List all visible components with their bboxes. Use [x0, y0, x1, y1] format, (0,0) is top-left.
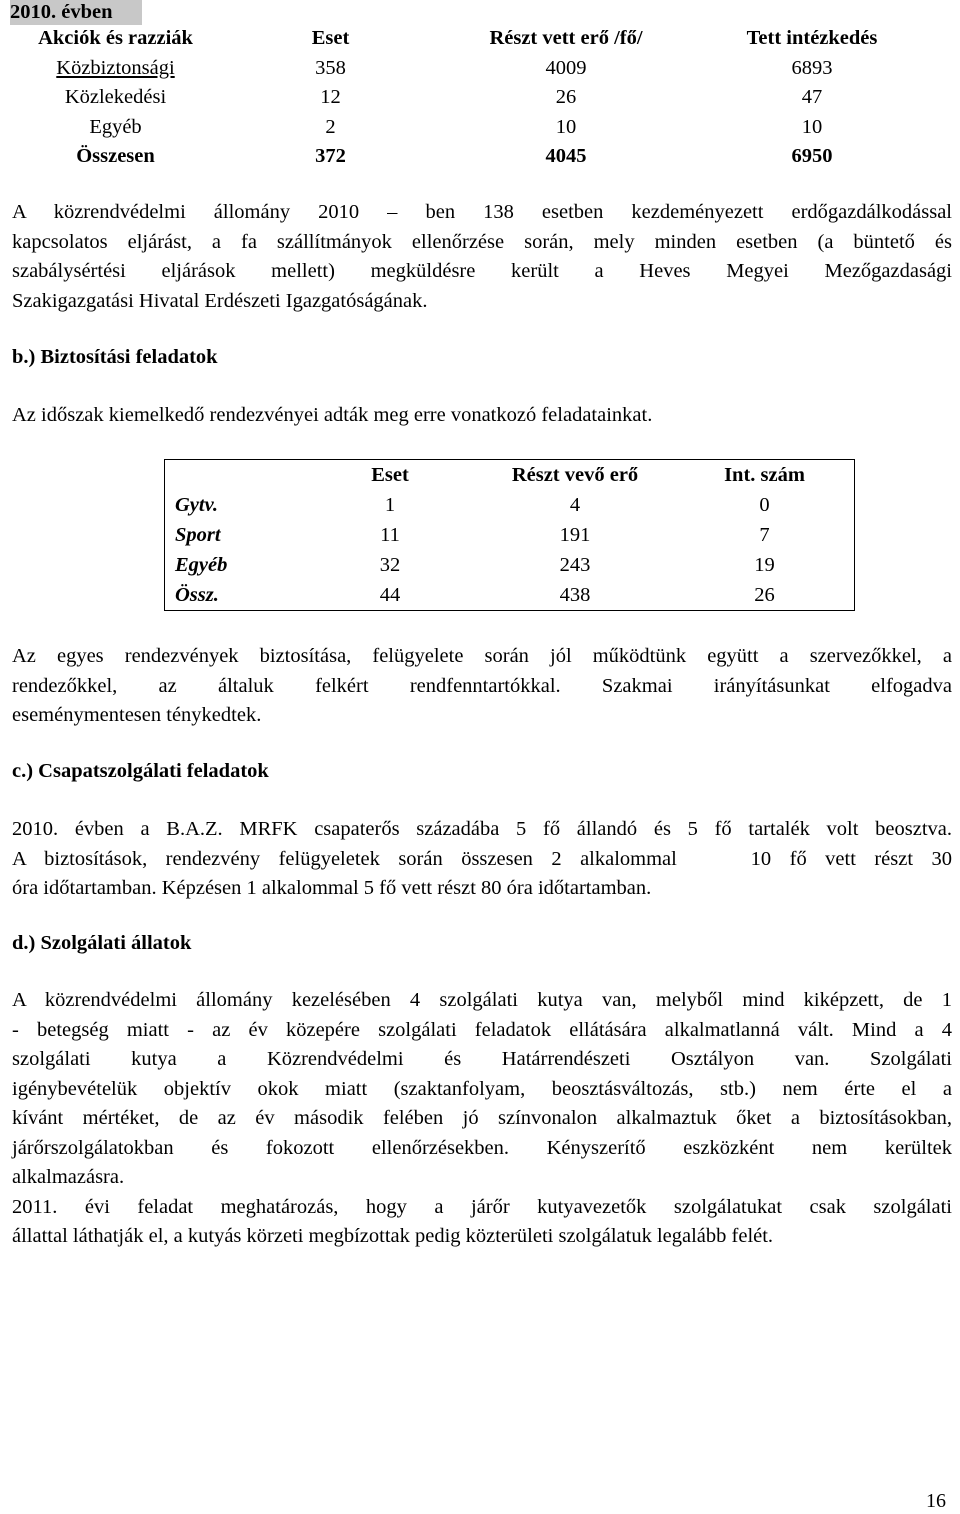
col-header: Eset — [311, 27, 350, 49]
text-line: A közrendvédelmi állomány kezelésében 4 szolgálati kutya van, melyből mind kiképzett, de 1 — [12, 989, 952, 1011]
table-total-row — [8, 142, 930, 172]
page-number: 16 — [926, 1490, 946, 1512]
table-row — [165, 490, 855, 520]
forestry-paragraph — [12, 198, 952, 316]
text-line: kapcsolatos eljárást, a fa szállítmányok ellenőrzése során, mely minden esetben (a büntető és — [12, 230, 952, 253]
cell: 2 — [325, 115, 336, 138]
cell: 26 — [754, 584, 775, 606]
security-table — [164, 459, 855, 611]
section-b-intro: Az időszak kiemelkedő rendezvényei adták meg erre vonatkozó feladatainkat. — [12, 404, 653, 426]
text-line: óra időtartamban. Képzésen 1 alkalommal 5 fő vett részt 80 óra időtartamban. — [12, 877, 652, 899]
text-line: járőrszolgálatokban és fokozott ellenőrzésekben. Kényszerítő eszközként nem kerültek — [12, 1136, 952, 1159]
cell: 4 — [569, 494, 581, 516]
row-label: Gytv. — [175, 494, 219, 516]
text-line: A közrendvédelmi állomány 2010 – ben 138 esetben kezdeményezett erdőgazdálkodással — [12, 201, 952, 223]
cell: 11 — [380, 524, 400, 546]
text-line: 2010. évben a B.A.Z. MRFK csapaterős századába 5 fő állandó és 5 fő tartalék volt beosztva. — [12, 818, 952, 840]
table-row — [8, 83, 930, 113]
section-d-paragraph — [12, 986, 952, 1252]
text-line: állattal láthatják el, a kutyás körzeti megbízottak pedig közterületi szolgálatuk legalább felét. — [12, 1225, 774, 1247]
col-header: Részt vett erő /fő/ — [489, 27, 643, 49]
row-label: Közlekedési — [64, 86, 167, 108]
cell: 44 — [379, 584, 401, 606]
actions-table — [8, 24, 930, 172]
text-line: Az egyes rendezvények biztosítása, felügyelete során jól működtünk együtt a szervezőkkel, a — [12, 645, 952, 667]
section-b-title: b.) Biztosítási feladatok — [12, 346, 218, 368]
text-line: A biztosítások, rendezvény felügyeletek során összesen 2 alkalommal 10 fő vett részt 30 — [12, 847, 952, 870]
cell: 191 — [559, 524, 591, 546]
col-header: Eset — [371, 464, 409, 486]
events-paragraph — [12, 642, 952, 731]
text-line: - betegség miatt - az év közepére szolgálati feladatok ellátására alkalmatlanná vált. Mind a 4 — [12, 1018, 952, 1041]
cell: 10 — [801, 115, 823, 138]
year-heading: 2010. évben — [10, 0, 142, 25]
cell: 1 — [384, 494, 396, 516]
cell: 10 — [555, 115, 577, 138]
section-d-title: d.) Szolgálati állatok — [12, 932, 192, 954]
text-line: szolgálati kutya a Közrendvédelmi és Határrendészeti Osztályon van. Szolgálati — [12, 1048, 952, 1070]
row-label: Közbiztonsági — [56, 56, 175, 79]
cell: 19 — [754, 554, 775, 576]
cell: 358 — [315, 56, 346, 79]
row-label: Egyéb — [89, 115, 142, 138]
col-header: Tett intézkedés — [746, 27, 878, 49]
text-line: szabálysértési eljárások mellett) megküldésre került a Heves Megyei Mezőgazdasági — [12, 260, 952, 282]
cell: 0 — [759, 494, 770, 516]
cell: 243 — [559, 554, 591, 576]
row-label: Sport — [175, 524, 221, 546]
cell: 12 — [320, 86, 341, 108]
table-row — [165, 580, 855, 611]
row-label: Össz. — [175, 584, 219, 606]
cell: 6893 — [791, 56, 833, 79]
cell: 26 — [555, 86, 577, 108]
table-header-row — [8, 24, 930, 54]
col-header: Részt vevő erő — [511, 464, 639, 486]
text-line: 2011. évi feladat meghatározás, hogy a járőr kutyavezetők szolgálatukat csak szolgálati — [12, 1195, 952, 1218]
text-line: kívánt mértéket, de az év második felében jó színvonalon alkalmaztuk őket a biztosításokban, — [12, 1107, 952, 1129]
cell: 372 — [315, 145, 346, 167]
table-row — [8, 54, 930, 84]
cell: 32 — [379, 554, 401, 576]
cell: 6950 — [791, 145, 833, 167]
row-label: Egyéb — [175, 554, 228, 576]
text-line: eseménymentesen ténykedtek. — [12, 704, 262, 726]
text-line: Szakigazgatási Hivatal Erdészeti Igazgatóságának. — [12, 289, 428, 312]
section-c-paragraph — [12, 815, 952, 904]
table-row — [8, 113, 930, 143]
table-row — [165, 550, 855, 580]
table-row — [165, 520, 855, 550]
cell: 438 — [559, 584, 591, 606]
section-c-title: c.) Csapatszolgálati feladatok — [12, 760, 269, 782]
text-line: igénybevételük objektív okok miatt (szaktanfolyam, beosztásváltozás, stb.) nem érte el a — [12, 1077, 952, 1100]
text-line: alkalmazásra. — [12, 1166, 125, 1188]
text-line: rendezőkkel, az általuk felkért rendfenntartókkal. Szakmai irányításunkat elfogadva — [12, 674, 952, 697]
cell: 7 — [759, 524, 770, 546]
row-label: Összesen — [76, 145, 155, 167]
table-header-row — [165, 460, 855, 491]
cell: 4009 — [545, 56, 587, 79]
cell: 47 — [801, 86, 823, 108]
cell: 4045 — [545, 145, 587, 167]
col-header: Akciók és razziák — [38, 27, 193, 49]
col-header — [165, 460, 306, 491]
col-header: Int. szám — [724, 464, 805, 486]
